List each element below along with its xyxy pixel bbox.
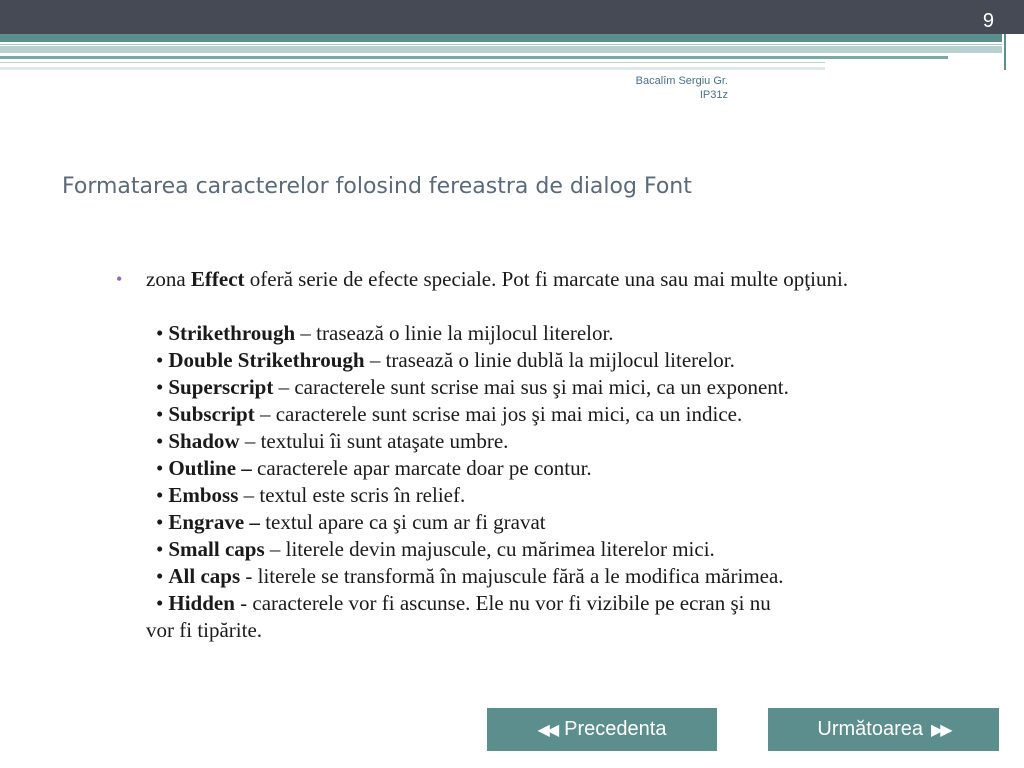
effect-description: caracterele apar marcate doar pe contur. bbox=[251, 456, 592, 480]
effect-description: – textul este scris în relief. bbox=[238, 483, 466, 507]
list-item bbox=[156, 374, 1016, 401]
author-block bbox=[560, 74, 728, 102]
list-item bbox=[156, 401, 1016, 428]
effect-description: – textului îi sunt ataşate umbre. bbox=[239, 429, 509, 453]
effect-description: - caracterele vor fi ascunse. Ele nu vor fi vizibile pe ecran şi nu bbox=[234, 591, 771, 615]
bullet-icon: • bbox=[156, 375, 164, 399]
bullet-icon: • bbox=[116, 269, 123, 289]
bullet-icon: • bbox=[156, 348, 164, 372]
bullet-icon: • bbox=[156, 321, 164, 345]
effect-description: - literele se transformă în majuscule fără a le modifica mărimea. bbox=[240, 564, 784, 588]
bullet-icon: • bbox=[156, 429, 164, 453]
effect-name: Small caps bbox=[168, 537, 265, 561]
effect-name: Engrave – bbox=[168, 510, 260, 534]
lead-paragraph bbox=[146, 266, 1016, 293]
page-number: 9 bbox=[982, 10, 994, 32]
decorative-line bbox=[0, 67, 825, 70]
next-button[interactable] bbox=[768, 708, 999, 751]
bullet-icon: • bbox=[156, 456, 164, 480]
effect-name: Hidden bbox=[168, 591, 235, 615]
bullet-icon: • bbox=[156, 483, 164, 507]
list-item bbox=[146, 590, 1016, 644]
effect-name: Outline – bbox=[168, 456, 252, 480]
list-item bbox=[156, 347, 1016, 374]
list-item bbox=[156, 509, 1016, 536]
list-item bbox=[156, 455, 1016, 482]
list-item bbox=[156, 563, 1016, 590]
effect-name: Double Strikethrough bbox=[168, 348, 365, 372]
double-left-triangle-icon: ◀◀ bbox=[537, 721, 557, 739]
bullet-icon: • bbox=[156, 510, 164, 534]
previous-button[interactable] bbox=[487, 708, 717, 751]
double-right-triangle-icon: ▶▶ bbox=[931, 721, 950, 739]
list-item bbox=[156, 536, 1016, 563]
list-item bbox=[156, 428, 1016, 455]
effect-description: – caracterele sunt scrise mai sus şi mai mici, ca un exponent. bbox=[273, 375, 789, 399]
effect-name: Subscript bbox=[168, 402, 255, 426]
bullet-icon: • bbox=[156, 591, 164, 615]
light-accent-bar bbox=[0, 46, 1002, 53]
top-header-bar bbox=[0, 0, 1024, 34]
lead-keyword: Effect bbox=[190, 267, 245, 291]
author-name: Bacalîm Sergiu Gr. bbox=[635, 75, 728, 87]
effect-name: Emboss bbox=[168, 483, 239, 507]
decorative-vertical-line bbox=[1004, 34, 1006, 70]
effect-description: – trasează o linie dublă la mijlocul literelor. bbox=[364, 348, 735, 372]
slide-title: Formatarea caracterelor folosind fereastra de dialog Font bbox=[62, 174, 692, 199]
teal-accent-bar bbox=[0, 34, 1002, 42]
effect-name: Strikethrough bbox=[168, 321, 296, 345]
effect-description: – caracterele sunt scrise mai jos şi mai mici, ca un indice. bbox=[254, 402, 743, 426]
list-item bbox=[156, 320, 1016, 347]
effects-list bbox=[146, 320, 1016, 644]
effect-name: All caps bbox=[168, 564, 241, 588]
decorative-line bbox=[0, 62, 825, 63]
effect-description: – trasează o linie la mijlocul literelor. bbox=[295, 321, 614, 345]
effect-name: Shadow bbox=[168, 429, 240, 453]
bullet-icon: • bbox=[156, 564, 164, 588]
previous-button-label: Precedenta bbox=[564, 718, 667, 740]
bullet-icon: • bbox=[156, 402, 164, 426]
effect-description: textul apare ca şi cum ar fi gravat bbox=[259, 510, 546, 534]
bullet-icon: • bbox=[156, 537, 164, 561]
effect-description-continued: vor fi tipărite. bbox=[146, 618, 263, 642]
author-group: IP31z bbox=[699, 89, 728, 101]
lead-text: oferă serie de efecte speciale. Pot fi marcate una sau mai multe opţiuni. bbox=[244, 267, 849, 291]
lead-prefix: zona bbox=[146, 267, 191, 291]
decorative-line bbox=[0, 44, 1002, 45]
next-button-label: Următoarea bbox=[817, 718, 923, 740]
decorative-line bbox=[0, 56, 948, 59]
list-item bbox=[156, 482, 1016, 509]
effect-name: Superscript bbox=[168, 375, 274, 399]
effect-description: – literele devin majuscule, cu mărimea literelor mici. bbox=[264, 537, 715, 561]
